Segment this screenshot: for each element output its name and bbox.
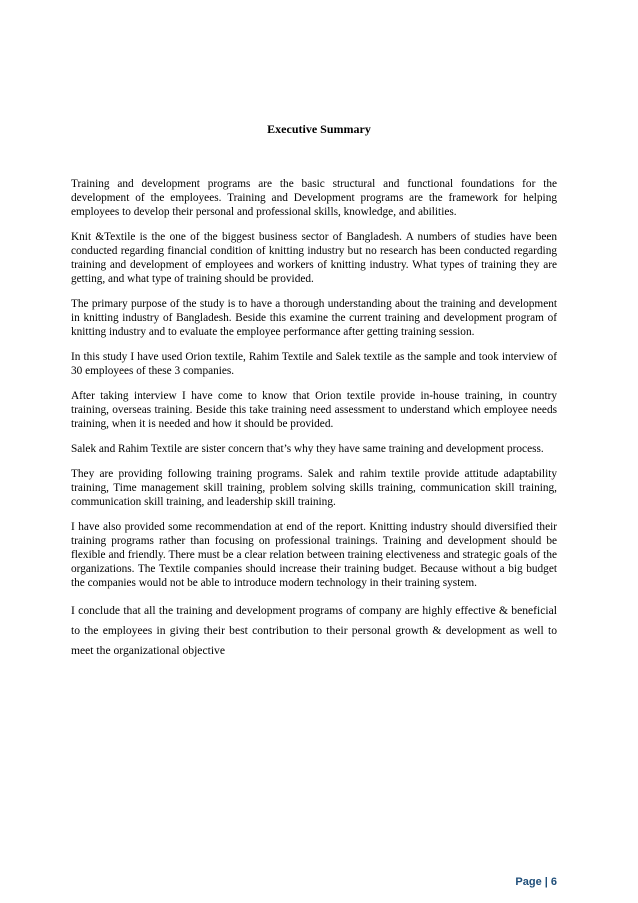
paragraph-programs: They are providing following training programs. Salek and rahim textile provide attitude adaptability training, Time management skill training, problem solving skills training, communication skill training, communication skill training, and leadership skill training.	[71, 468, 557, 508]
paragraph-recommendation: I have also provided some recommendation at end of the report. Knitting industry should diversified their training programs rather than focusing on professional trainings. Training and development should be flexible and friendly. There must be a clear relation between training electiveness and strategic goals of the organizations. The Textile companies should increase their training budget. Because without a big budget the companies would not be able to introduce modern technology in their training system.	[71, 521, 557, 589]
paragraph-sample: In this study I have used Orion textile, Rahim Textile and Salek textile as the sample and took interview of 30 employees of these 3 companies.	[71, 351, 557, 377]
document-body	[71, 177, 557, 672]
page-number: Page | 6	[515, 876, 557, 888]
paragraph-intro: Training and development programs are the basic structural and functional foundations for the development of the employees. Training and Development programs are the framework for helping employees to develop their personal and professional skills, knowledge, and abilities.	[71, 178, 557, 218]
paragraph-sister-concern: Salek and Rahim Textile are sister concern that’s why they have same training and development process.	[71, 443, 544, 455]
paragraph-conclusion: I conclude that all the training and development programs of company are highly effective & beneficial to the employees in giving their best contribution to their personal growth & development as well to meet the organizational objective	[71, 604, 557, 657]
paragraph-knit-textile: Knit &Textile is the one of the biggest business sector of Bangladesh. A numbers of studies have been conducted regarding financial condition of knitting industry but no research has been conducted regarding training and development of employees and workers of knitting industry. What types of training they are getting, and what type of training should be provided.	[71, 231, 557, 285]
paragraph-purpose: The primary purpose of the study is to have a thorough understanding about the training and development in knitting industry of Bangladesh. Beside this examine the current training and development program of knitting industry and to evaluate the employee performance after getting training session.	[71, 298, 557, 338]
paragraph-orion: After taking interview I have come to know that Orion textile provide in-house training, in country training, overseas training. Beside this take training need assessment to understand which employee needs training, when it is needed and how it should be provided.	[71, 390, 557, 430]
page-title: Executive Summary	[267, 122, 371, 136]
